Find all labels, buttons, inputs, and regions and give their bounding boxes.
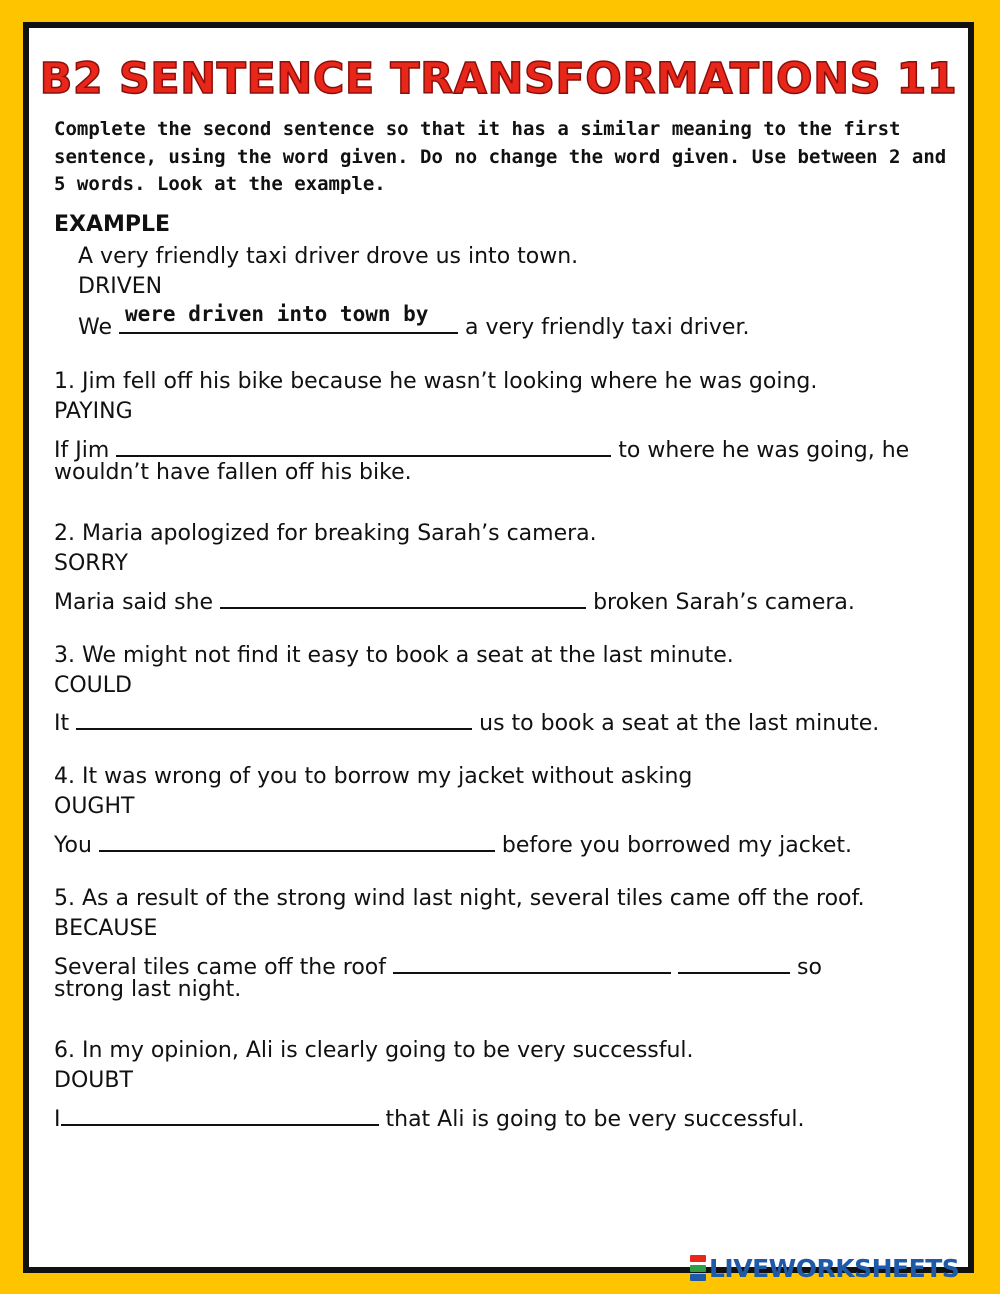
- item-4-keyword: OUGHT: [54, 794, 135, 819]
- item-4-prefix: You: [54, 833, 92, 858]
- liveworksheets-logo: [690, 1252, 959, 1284]
- item-5-continuation: strong last night.: [54, 977, 242, 1002]
- item-2-transformed-line: [54, 581, 855, 617]
- example-keyword: DRIVEN: [78, 274, 163, 299]
- example-answer-text: were driven into town by: [125, 302, 429, 326]
- worksheet: [23, 22, 974, 1273]
- example-prefix: We: [78, 315, 112, 340]
- item-6-prefix: I: [54, 1107, 61, 1132]
- item-3-keyword: COULD: [54, 673, 132, 698]
- item-2-keyword: SORRY: [54, 551, 128, 576]
- item-5-prefix: Several tiles came off the roof: [54, 955, 386, 980]
- item-4-transformed-line: [54, 824, 852, 860]
- item-1-keyword: PAYING: [54, 399, 133, 424]
- item-1-answer-blank[interactable]: [116, 429, 611, 457]
- item-2-suffix: broken Sarah’s camera.: [593, 590, 855, 615]
- example-heading: EXAMPLE: [54, 212, 171, 237]
- item-4-suffix: before you borrowed my jacket.: [501, 833, 852, 858]
- worksheet-title: B2 SENTENCE TRANSFORMATIONS 11: [39, 54, 958, 104]
- logo-badge-bar-blue: [690, 1274, 706, 1281]
- item-5-sentence: 5. As a result of the strong wind last night, several tiles came off the roof.: [54, 886, 865, 911]
- item-6-answer-blank[interactable]: [61, 1098, 379, 1126]
- item-2-answer-blank[interactable]: [220, 581, 586, 609]
- example-transformed-line: [78, 302, 750, 342]
- item-4-answer-blank[interactable]: [99, 824, 495, 852]
- item-4-sentence: 4. It was wrong of you to borrow my jacket without asking: [54, 764, 693, 789]
- item-3-transformed-line: [54, 702, 879, 738]
- example-sentence: A very friendly taxi driver drove us into town.: [78, 244, 579, 269]
- logo-badge-icon: [690, 1255, 706, 1281]
- item-3-suffix: us to book a seat at the last minute.: [479, 711, 880, 736]
- item-2-prefix: Maria said she: [54, 590, 214, 615]
- logo-badge-bar-green: [690, 1265, 706, 1272]
- item-6-sentence: 6. In my opinion, Ali is clearly going to be very successful.: [54, 1038, 694, 1063]
- item-5-answer-blank[interactable]: [393, 946, 671, 974]
- item-6-suffix: that Ali is going to be very successful.: [385, 1107, 805, 1132]
- item-6-keyword: DOUBT: [54, 1068, 133, 1093]
- logo-text: LIVEWORKSHEETS: [709, 1253, 960, 1283]
- item-6-transformed-line: [54, 1098, 804, 1134]
- item-1-sentence: 1. Jim fell off his bike because he wasn’t looking where he was going.: [54, 369, 818, 394]
- item-5-answer-blank-2[interactable]: [678, 946, 790, 974]
- item-1-suffix: to where he was going, he: [618, 438, 910, 463]
- item-3-sentence: 3. We might not find it easy to book a seat at the last minute.: [54, 643, 734, 668]
- item-1-prefix: If Jim: [54, 438, 110, 463]
- example-suffix: a very friendly taxi driver.: [465, 315, 750, 340]
- example-answer-blank: [119, 302, 458, 334]
- logo-badge-bar-red: [690, 1255, 706, 1262]
- instructions: Complete the second sentence so that it has a similar meaning to the first sentence, using the word given. Do no change the word given. Use between 2 and 5 words. Look at the example.: [54, 118, 947, 195]
- item-5-suffix: so: [797, 955, 822, 980]
- item-3-prefix: It: [54, 711, 70, 736]
- item-1-continuation: wouldn’t have fallen off his bike.: [54, 460, 412, 485]
- item-3-answer-blank[interactable]: [76, 702, 472, 730]
- item-2-sentence: 2. Maria apologized for breaking Sarah’s camera.: [54, 521, 597, 546]
- item-5-keyword: BECAUSE: [54, 916, 158, 941]
